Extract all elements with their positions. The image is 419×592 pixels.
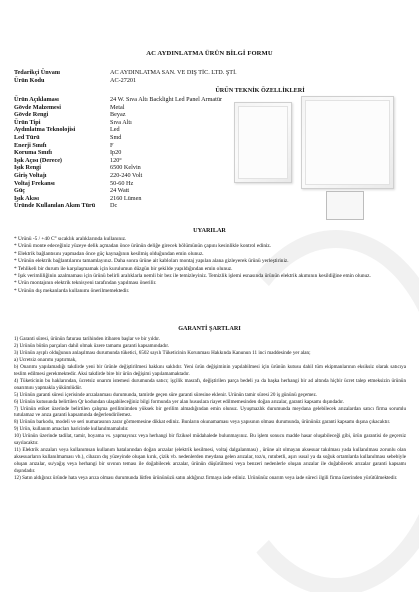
spec-value: F xyxy=(110,141,114,149)
spec-row xyxy=(14,142,222,150)
spec-key: Koruma Sınıfı xyxy=(14,149,52,157)
spec-key: Ürün Tipi xyxy=(14,118,41,126)
warranty-item: 9) Ürün, kullanım amacları haricinde kullanılmamalıdır. xyxy=(14,426,129,433)
spec-value: Metal xyxy=(110,103,125,111)
panel-image-angle xyxy=(301,96,394,189)
warnings-list xyxy=(14,236,406,295)
spec-row xyxy=(14,172,222,180)
warranty-item: 10) Ürünün üzerinde tadilat, tamir, boyama vs. yapmayınız veya herhangi bir fiziksel müdahalede bulunmayınız. Bu işlem sonucu madde hasar oluşabileceği gibi, ürün garantisi de geçersiz sayılacaktır. xyxy=(14,433,406,447)
spec-row xyxy=(14,111,222,119)
spec-row xyxy=(14,134,222,142)
spec-key: Gövde Rengi xyxy=(14,111,49,119)
spec-value: Sıva Altı xyxy=(110,118,132,126)
product-code-value: AC-27201 xyxy=(110,76,137,84)
warranty-item: b) Onarımı yapılamadığı takdirde yeni bir ürünle değiştirilmesi hakkını saklıdır. Yeni ürün değişiminin yapılabilmesi için ürünün kutusu dahil tüm ekipmanlarının eksiksiz olarak satıcıya teslim edilmesi gerekmektedir. Aksi takdirde bire bir ürün değişimi yapılamamaktadır. xyxy=(14,363,406,377)
spec-key: Aydınlatma Teknolojisi xyxy=(14,126,76,134)
warranty-item: 12) Satın aldığınız üründe hata veya arıza olması durumunda lütfen ürününüzü satın aldığınız firmaya iade ediniz. Ürününüz onarım veya iade süreci ilgili firma üzerinden yürütülmektedir. xyxy=(14,475,398,482)
warranty-item: 5) Ürünün garanti süresi içerisinde arızalanması durumunda, tamirde geçen süre garanti süresine eklenir. Ürünün tamir süresi 20 iş gününü geçemez. xyxy=(14,391,317,398)
warranty-item: 8) Ürünün barkodu, modeli ve seri numarasının zarar görmemesine dikkat ediniz. Bunların okunamaması veya yapısının olması durumunda, ürününüz garanti kapsamı dışına çıkacaktır. xyxy=(14,419,391,426)
panel-dimension-drawing xyxy=(326,191,364,220)
spec-value: Led xyxy=(110,126,120,134)
warning-item: * Ürünün elektrik bağlantılarını tamamlayınız. Daha sonra ürüne ait kabloları montaj yapılan alana gizleyerek ürünü yerleştiriniz. xyxy=(14,258,289,265)
spec-value: 50-60 Hz xyxy=(110,179,134,187)
warranty-item: a) Ücretsiz onarımı yaptırmak, xyxy=(14,356,77,363)
warning-item: * Ürün montajının elektrik teknisyeni tarafından yapılması önerilir. xyxy=(14,280,157,287)
spec-row xyxy=(14,187,222,195)
warranty-list xyxy=(14,336,406,482)
warning-item: * Elektrik bağlantısını yapmadan önce güç kaynağının kesilmiş olduğundan emin olunuz. xyxy=(14,250,204,257)
warning-item: * Ürünü -5 / +40 C° sıcaklık aralıklarında kullanınız. xyxy=(14,236,127,242)
spec-key: Voltaj Frekansı xyxy=(14,179,55,187)
spec-key: Enerji Sınıfı xyxy=(14,141,47,149)
spec-row xyxy=(14,126,222,134)
spec-value: 24 W. Sıva Altı Backlight Led Panel Armatür xyxy=(110,96,223,103)
warranty-item: 2) Ürünün bütün parçaları dahil olmak üzere tamamı garanti kapsamındadır. xyxy=(14,342,170,349)
spec-key: Işık Akısı xyxy=(14,194,39,202)
spec-key: Gövde Malzemesi xyxy=(14,103,61,111)
warranty-title: GARANTİ ŞARTLARI xyxy=(178,325,241,332)
spec-value: Ip20 xyxy=(110,149,122,157)
spec-value: 120° xyxy=(110,156,122,164)
product-code-key: Ürün Kodu xyxy=(14,76,45,84)
spec-row xyxy=(14,164,222,172)
spec-value: Dc xyxy=(110,202,118,210)
spec-value: 2160 Lümen xyxy=(110,194,142,202)
warnings-title: UYARILAR xyxy=(193,227,226,234)
spec-key: Işık Açısı (Derece) xyxy=(14,156,62,164)
spec-key: Ürün Açıklaması xyxy=(14,96,59,103)
warranty-item: 11) Elektrik arızaları veya kullanımsan kullanım hatalarından doğan arızalar (elektrik kesilmesi, voltaj dalgalanması) , ürüne ait olmayan aksesuar takılması yada kullanılması zorunlu olan aksesuarların kullanılmaması vb.), cihazın dış yüzeyinde oluşan kırık, çizik vb. nedenlerden meydana gelen arızalar, toz/u, rutubetli, aşırı ısısal ya da soğuk ortamlarda kullanılması sebebiyle oluşan arızalar, su/yağış veya herhangi bir sıvının teması ile doğabilecek arızalar, ürünün düşürülmesi veya benzeri nedenlerle oluşan arızalar ile doğabilecek arızalar garanti kapsamı dışındadır. xyxy=(14,447,406,475)
warranty-item: 4) Tüketicinin bu haklarından, ücretsiz onarım istemesi durumunda satıcı; işçilik masrafı, değiştirilen parça bedeli ya da başka herhangi bir ad altında hiçbir ücret talep etmeksizin ürünün onarımını yapmakla yükümlüdür. xyxy=(14,377,406,391)
warning-item: * Ürünün dış mekanlarda kullanımı önerilmemektedir. xyxy=(14,287,130,294)
product-code-row xyxy=(14,77,237,85)
specs-table xyxy=(14,96,222,210)
spec-value: 6500 Kelvin xyxy=(110,164,141,172)
spec-key: Işık Rengi xyxy=(14,164,41,172)
spec-row xyxy=(14,180,222,188)
warranty-item: 1) Garanti süresi, ürünün faturası tarihinden itibaren başlar ve bir yıldır. xyxy=(14,336,160,342)
spec-row xyxy=(14,157,222,165)
panel-image-front xyxy=(234,102,292,183)
spec-value: Smd xyxy=(110,133,122,141)
supplier-key: Tedarikçi Ünvanı xyxy=(14,69,61,76)
spec-key: Led Türü xyxy=(14,133,40,141)
supplier-table xyxy=(14,69,237,84)
spec-row xyxy=(14,202,222,210)
spec-row xyxy=(14,195,222,203)
spec-value: 220-240 Volt xyxy=(110,171,143,179)
spec-row xyxy=(14,149,222,157)
spec-key: Giriş Voltajı xyxy=(14,171,47,179)
warning-item: * Ürünü monte edeceğiniz yüzeye delik açmadan önce ürünün deliğe girecek bölümünün çapını kesinlikle kontrol ediniz. xyxy=(14,243,272,250)
form-title: AC AYDINLATMA ÜRÜN BİLGİ FORMU xyxy=(146,50,273,57)
supplier-value: AC AYDINLATMA SAN. VE DIŞ TİC. LTD. ŞTİ. xyxy=(110,69,237,76)
spec-key: Üründe Kullanılan Akım Türü xyxy=(14,202,96,210)
specs-title: ÜRÜN TEKNİK ÖZELLİKLERİ xyxy=(215,87,305,94)
warranty-item: 6) Ürünün kutusunda belirtilen Qr kodundan ulaşabileceğiniz bilgi formunda yer alan hususlara riayet edilmemesinden doğan arızalar, garanti kapsamı dışındadır. xyxy=(14,398,344,405)
warranty-item: 3) Ürünün ayıplı olduğunun anlaşılması durumunda tüketici, 6502 sayılı Tüketicinin Korunması Hakkında Kanunun 11 inci maddesinde yer alan; xyxy=(14,349,311,356)
warranty-item: 7) Ürünün etiket üzerinde belirtilen çalışma gerilimimden yüksek bir gerilim almadığından emin olunuz. Uyuşmazlık durumunda meydana gelebilecek arızalardan satıcı firma sorumlu tutulamaz ve arıza garanti kapsamında değerlendirilemez. xyxy=(14,405,406,419)
spec-row xyxy=(14,96,222,104)
spec-value: Beyaz xyxy=(110,111,126,119)
spec-row xyxy=(14,104,222,112)
supplier-row xyxy=(14,69,237,77)
warning-item: * Işık verimliliğinin azalmaması için ürünü belirli aralıklarla nemli bir bez ile temizleyiniz. Temizlik işlemi esnasında ürünün elektrik akımının kesildiğine emin olunuz. xyxy=(14,273,371,280)
warning-item: * Tehlikeli bir durum ile karşılaşmamak için kurulumun düzgün bir şekilde yapıldığından emin olunuz. xyxy=(14,265,233,272)
spec-key: Güç xyxy=(14,187,26,195)
spec-row xyxy=(14,119,222,127)
spec-value: 24 Watt xyxy=(110,187,130,195)
